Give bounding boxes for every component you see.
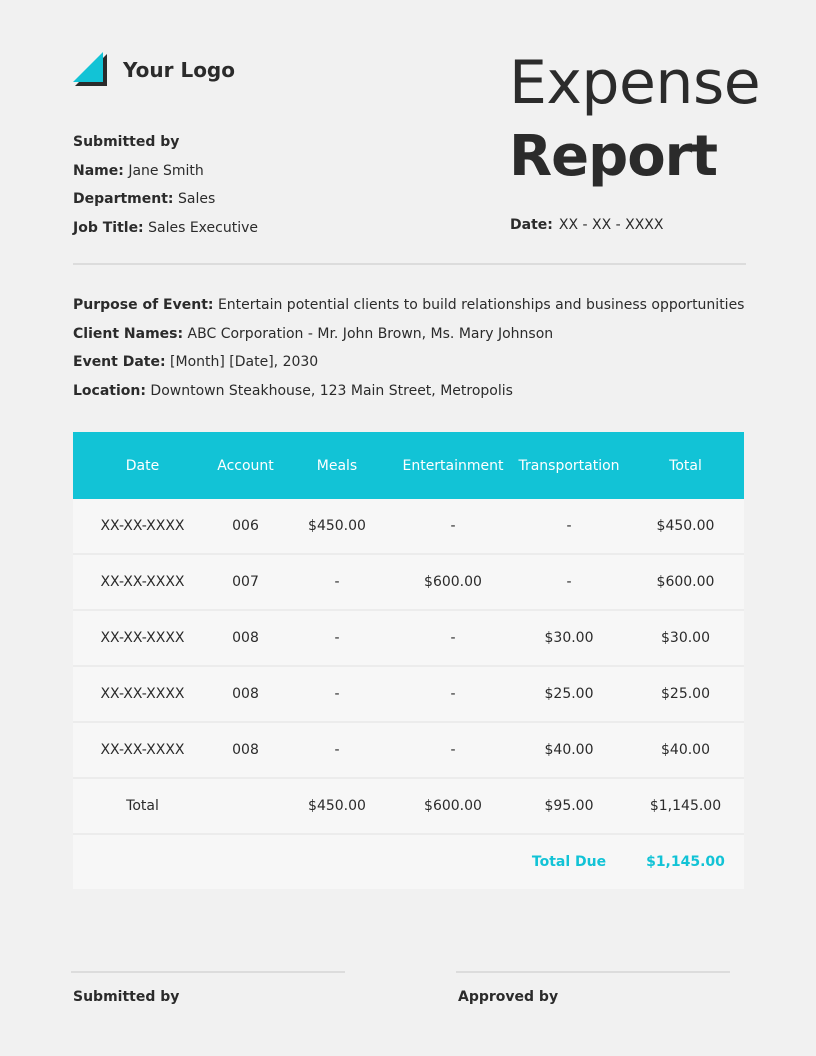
cell-account: 008 bbox=[212, 722, 279, 778]
table-header-row bbox=[73, 432, 744, 499]
cell-entertainment: - bbox=[395, 610, 511, 666]
cell-total: $40.00 bbox=[627, 722, 744, 778]
page-title-line2: Report bbox=[509, 124, 718, 189]
expense-table bbox=[73, 432, 744, 889]
header-date: Date bbox=[73, 432, 212, 499]
submitter-info bbox=[73, 128, 258, 243]
cell-entertainment: - bbox=[395, 499, 511, 554]
location-value: Downtown Steakhouse, 123 Main Street, Metropolis bbox=[150, 383, 513, 400]
cell-account: 006 bbox=[212, 499, 279, 554]
cell-date: XX-XX-XXXX bbox=[73, 666, 212, 722]
cell-meals: - bbox=[279, 554, 395, 610]
clients-value: ABC Corporation - Mr. John Brown, Ms. Mary Johnson bbox=[187, 325, 554, 342]
table-row bbox=[73, 499, 744, 554]
department-label: Department: bbox=[73, 191, 174, 208]
clients-label: Client Names: bbox=[73, 325, 184, 342]
cell-meals: - bbox=[279, 610, 395, 666]
job-title-label: Job Title: bbox=[73, 220, 144, 237]
cell-date: XX-XX-XXXX bbox=[73, 499, 212, 554]
total-due-row bbox=[73, 834, 744, 889]
table-row bbox=[73, 554, 744, 610]
event-details bbox=[73, 291, 744, 406]
page-title-line1: Expense bbox=[509, 48, 761, 118]
date-value: XX - XX - XXXX bbox=[558, 217, 664, 233]
cell-total: $25.00 bbox=[627, 666, 744, 722]
table-row bbox=[73, 722, 744, 778]
submitted-heading: Submitted by bbox=[73, 134, 180, 150]
date-label: Date: bbox=[510, 217, 553, 233]
report-date bbox=[510, 217, 664, 233]
cell-date: XX-XX-XXXX bbox=[73, 554, 212, 610]
totals-entertainment: $600.00 bbox=[395, 778, 511, 834]
submitted-by-label: Submitted by bbox=[73, 989, 180, 1005]
totals-row bbox=[73, 778, 744, 834]
cell-transportation: $40.00 bbox=[511, 722, 627, 778]
cell-account: 007 bbox=[212, 554, 279, 610]
divider bbox=[73, 263, 746, 265]
logo bbox=[73, 52, 235, 88]
approved-signature-line bbox=[456, 971, 730, 973]
cell-entertainment: - bbox=[395, 666, 511, 722]
header-total: Total bbox=[627, 432, 744, 499]
cell-transportation: - bbox=[511, 499, 627, 554]
header-entertainment: Entertainment bbox=[395, 432, 511, 499]
table-row bbox=[73, 610, 744, 666]
cell-transportation: $25.00 bbox=[511, 666, 627, 722]
cell-transportation: - bbox=[511, 554, 627, 610]
cell-account: 008 bbox=[212, 666, 279, 722]
totals-meals: $450.00 bbox=[279, 778, 395, 834]
totals-total: $1,145.00 bbox=[627, 778, 744, 834]
purpose-value: Entertain potential clients to build relationships and business opportunities bbox=[217, 297, 745, 313]
name-label: Name: bbox=[73, 162, 124, 179]
totals-label: Total bbox=[73, 778, 212, 834]
cell-entertainment: $600.00 bbox=[395, 554, 511, 610]
cell-total: $450.00 bbox=[627, 499, 744, 554]
header-meals: Meals bbox=[279, 432, 395, 499]
totals-transportation: $95.00 bbox=[511, 778, 627, 834]
submitted-signature-line bbox=[71, 971, 345, 973]
logo-icon bbox=[73, 52, 109, 88]
header-transportation: Transportation bbox=[511, 432, 627, 499]
total-due-value: $1,145.00 bbox=[627, 834, 744, 889]
cell-meals: - bbox=[279, 666, 395, 722]
event-date-value: [Month] [Date], 2030 bbox=[170, 354, 319, 371]
cell-total: $30.00 bbox=[627, 610, 744, 666]
cell-date: XX-XX-XXXX bbox=[73, 722, 212, 778]
event-date-label: Event Date: bbox=[73, 354, 166, 371]
cell-account: 008 bbox=[212, 610, 279, 666]
logo-text: Your Logo bbox=[123, 58, 235, 82]
purpose-label: Purpose of Event: bbox=[73, 297, 214, 313]
cell-meals: - bbox=[279, 722, 395, 778]
table-row bbox=[73, 666, 744, 722]
approved-by-label: Approved by bbox=[458, 989, 559, 1005]
header-account: Account bbox=[212, 432, 279, 499]
totals-account bbox=[212, 778, 279, 834]
cell-total: $600.00 bbox=[627, 554, 744, 610]
cell-transportation: $30.00 bbox=[511, 610, 627, 666]
name-value: Jane Smith bbox=[128, 162, 204, 179]
cell-entertainment: - bbox=[395, 722, 511, 778]
total-due-label: Total Due bbox=[511, 834, 627, 889]
location-label: Location: bbox=[73, 383, 146, 400]
cell-date: XX-XX-XXXX bbox=[73, 610, 212, 666]
cell-meals: $450.00 bbox=[279, 499, 395, 554]
job-title-value: Sales Executive bbox=[148, 220, 258, 237]
department-value: Sales bbox=[177, 191, 216, 208]
